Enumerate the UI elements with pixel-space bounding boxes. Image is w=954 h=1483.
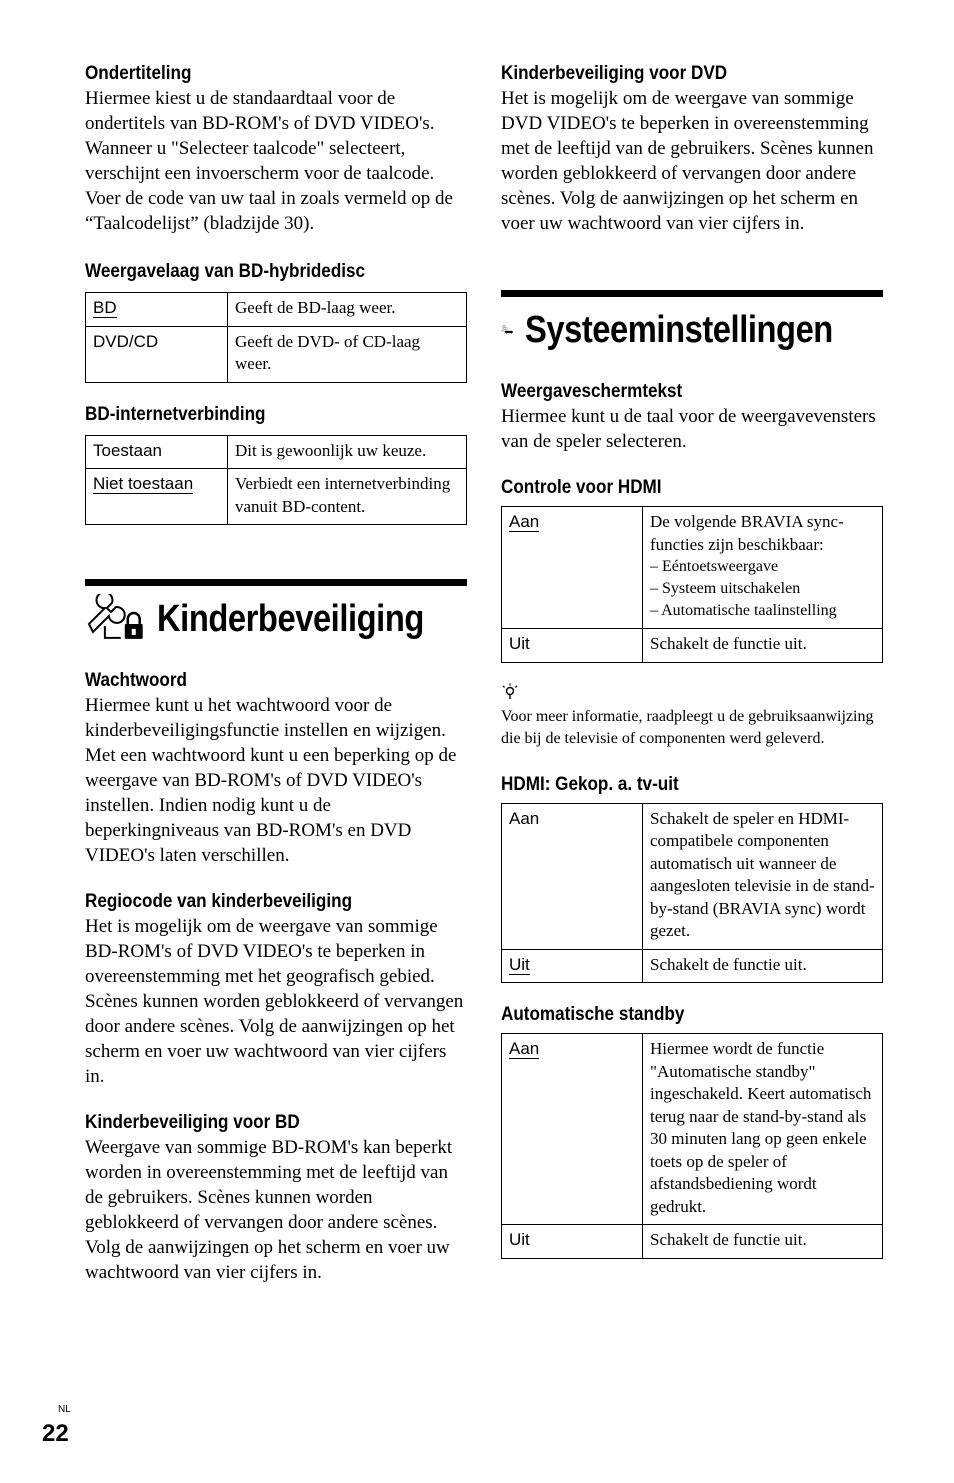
option-value: Dit is gewoonlijk uw keuze. xyxy=(228,435,467,469)
option-key: BD xyxy=(86,293,228,327)
option-value: Verbiedt een internetverbinding vanuit BD-content. xyxy=(228,469,467,525)
option-value: Schakelt de speler en HDMI-compatibele componenten automatisch uit wanneer de aangesloten televisie in de stand-by-stand (BRAVIA sync) wordt gezet. xyxy=(643,803,883,949)
option-value: Schakelt de functie uit. xyxy=(643,629,883,663)
hdmi-table xyxy=(501,506,883,663)
option-key: Aan xyxy=(502,507,643,629)
hdmi-aan-text: De volgende BRAVIA sync-functies zijn beschikbaar: xyxy=(650,512,844,554)
table-row xyxy=(86,469,467,525)
option-key: Niet toestaan xyxy=(86,469,228,525)
chapter-title: Systeeminstellingen xyxy=(525,308,833,351)
tip-text: Voor meer informatie, raadpleegt u de gebruiksaanwijzing die bij de televisie of componenten werd geleverd. xyxy=(501,707,874,747)
table-row xyxy=(502,1225,883,1259)
page-language: NL xyxy=(58,1404,71,1415)
option-value: Geeft de BD-laag weer. xyxy=(228,293,467,327)
option-key: Aan xyxy=(502,803,643,949)
list-item: – Automatische taalinstelling xyxy=(650,602,837,619)
heading-wachtwoord: Wachtwoord xyxy=(85,670,187,691)
heading-regiocode: Regiocode van kinderbeveiliging xyxy=(85,891,353,912)
heading-hdmi: Controle voor HDMI xyxy=(501,477,662,498)
heading-schermtekst: Weergaveschermtekst xyxy=(501,381,683,402)
heading-internet: BD-internetverbinding xyxy=(85,403,266,425)
chapter-header-systeeminstellingen xyxy=(501,290,883,355)
table-row xyxy=(502,1034,883,1225)
heading-bd: Kinderbeveiliging voor BD xyxy=(85,1112,300,1133)
weergavelaag-table xyxy=(85,292,467,383)
option-value: Schakelt de functie uit. xyxy=(643,1225,883,1259)
chapter-header-kinderbeveiliging xyxy=(85,579,467,644)
list-item: – Eéntoetsweergave xyxy=(650,558,779,575)
chapter-title: Kinderbeveiliging xyxy=(156,597,424,640)
tvuit-table xyxy=(501,803,883,984)
heading-weergavelaag: Weergavelaag van BD-hybridedisc xyxy=(85,261,366,282)
option-key: DVD/CD xyxy=(86,326,228,382)
left-column xyxy=(85,62,467,1285)
option-value: Geeft de DVD- of CD-laag weer. xyxy=(228,326,467,382)
wachtwoord-text: Hiermee kunt u het wachtwoord voor de kinderbeveiligingsfunctie instellen en wijzigen. Met een wachtwoord kunt u een beperking op de weergave van BD-ROM's of DVD VIDEO's instellen. Indien nodig kunt u de beperkingniveaus van BD-ROM's en DVD VIDEO's laten verschillen. xyxy=(85,695,457,866)
option-value xyxy=(643,507,883,629)
option-key: Toestaan xyxy=(86,435,228,469)
dvd-text: Het is mogelijk om de weergave van sommige DVD VIDEO's te beperken in overeenstemming met de leeftijd van de gebruikers. Scènes kunnen worden geblokkeerd of vervangen door andere scènes. Volg de aanwijzingen op het scherm en voer uw wachtwoord van vier cijfers in. xyxy=(501,88,874,234)
table-row xyxy=(502,507,883,629)
table-row xyxy=(502,949,883,983)
tip-bulb-icon xyxy=(501,683,519,701)
list-item: – Systeem uitschakelen xyxy=(650,580,801,597)
table-row xyxy=(86,435,467,469)
table-row xyxy=(86,326,467,382)
ondertiteling-text-1: Hiermee kiest u de standaardtaal voor de ondertitels van BD-ROM's of DVD VIDEO's. xyxy=(85,88,435,134)
ondertiteling-text-2: Wanneer u "Selecteer taalcode" selecteert, verschijnt een invoerscherm voor de taalcode. Voer de code van uw taal in zoals vermeld op de “Taalcodelijst” (bladzijde 30). xyxy=(85,138,453,234)
option-key: Aan xyxy=(502,1034,643,1225)
heading-tvuit: HDMI: Gekop. a. tv-uit xyxy=(501,773,679,795)
regiocode-text: Het is mogelijk om de weergave van sommige BD-ROM's of DVD VIDEO's te beperken in overeenstemming met het geografisch gebied. Scènes kunnen worden geblokkeerd of vervangen door andere scènes. Volg de aanwijzingen op het scherm en voer uw wachtwoord van vier cijfers in. xyxy=(85,916,464,1087)
table-row xyxy=(86,293,467,327)
tip-block xyxy=(501,683,883,751)
option-key: Uit xyxy=(502,1225,643,1259)
page-number: 22 xyxy=(42,1420,69,1447)
table-row xyxy=(502,803,883,949)
option-key: Uit xyxy=(502,949,643,983)
heading-standby: Automatische standby xyxy=(501,1004,685,1025)
option-key: Uit xyxy=(502,629,643,663)
right-column xyxy=(501,62,883,1259)
standby-table xyxy=(501,1033,883,1259)
table-row xyxy=(502,629,883,663)
internet-table xyxy=(85,435,467,526)
wrench-player-icon xyxy=(501,305,513,355)
heading-dvd: Kinderbeveiliging voor DVD xyxy=(501,63,728,84)
bd-text: Weergave van sommige BD-ROM's kan beperkt worden in overeenstemming met de leeftijd van de gebruikers. Scènes kunnen worden geblokkeerd of vervangen door andere scènes. Volg de aanwijzingen op het scherm en voer uw wachtwoord van vier cijfers in. xyxy=(85,1137,453,1283)
wrench-lock-icon xyxy=(85,594,145,644)
heading-ondertiteling: Ondertiteling xyxy=(85,63,192,84)
option-value: Schakelt de functie uit. xyxy=(643,949,883,983)
option-value: Hiermee wordt de functie "Automatische standby" ingeschakeld. Keert automatisch terug naar de stand-by-stand als 30 minuten lang op geen enkele toets op de speler of afstandsbediening wordt gedrukt. xyxy=(643,1034,883,1225)
schermtekst-text: Hiermee kunt u de taal voor de weergavevensters van de speler selecteren. xyxy=(501,406,876,452)
